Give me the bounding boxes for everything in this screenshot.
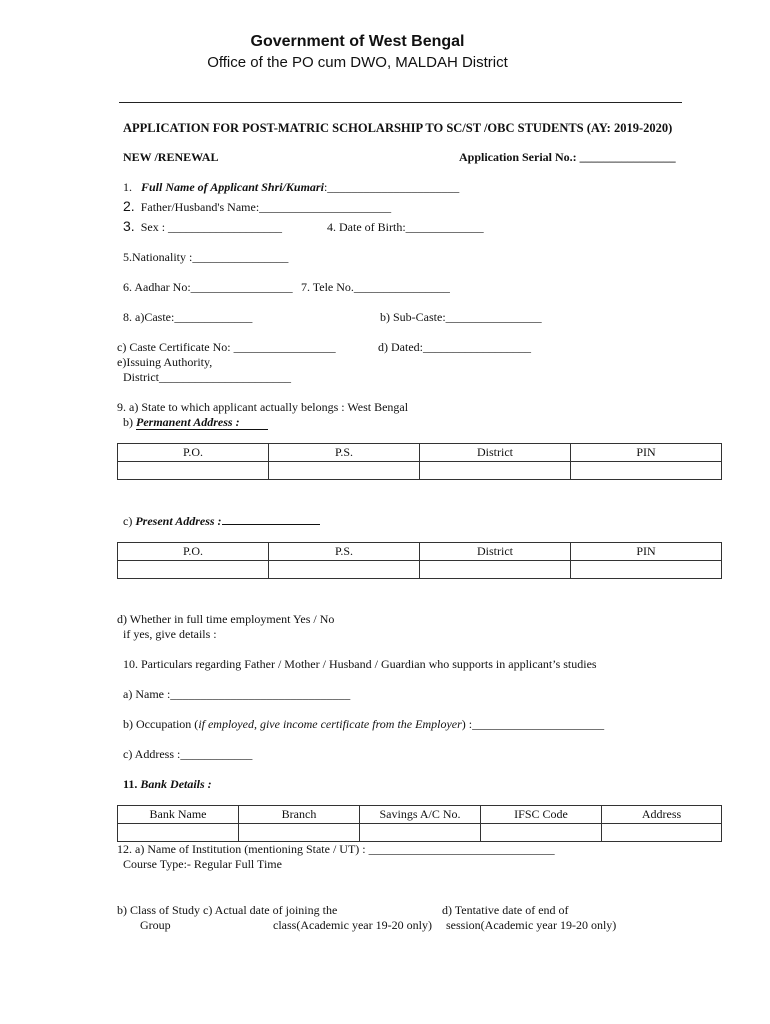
bank-details-heading: 11. Bank Details : bbox=[123, 777, 212, 791]
group-label: Group bbox=[140, 918, 171, 932]
applicant-name-field[interactable] bbox=[123, 180, 459, 195]
tele-label: 7. Tele No.________________ bbox=[301, 280, 450, 294]
table-header-row bbox=[118, 444, 722, 462]
bank-details-table bbox=[117, 805, 722, 842]
header-district: District bbox=[420, 543, 571, 561]
occupation-field[interactable]: b) Occupation (if employed, give income certificate from the Employer) :______________________ bbox=[123, 717, 605, 731]
state-label: 9. a) State to which applicant actually belongs : West Bengal bbox=[117, 400, 409, 414]
caste-cert-label: c) Caste Certificate No: _________________ bbox=[117, 340, 336, 354]
new-renewal-label: NEW /RENEWAL bbox=[123, 150, 219, 164]
issuing-authority-label: e)Issuing Authority, bbox=[117, 355, 213, 369]
header-bank-name: Bank Name bbox=[118, 806, 239, 824]
header-ifsc: IFSC Code bbox=[481, 806, 602, 824]
permanent-po-cell[interactable] bbox=[118, 462, 269, 480]
guardian-address-label: c) Address :____________ bbox=[123, 747, 253, 761]
institution-label: 12. a) Name of Institution (mentioning State / UT) : _______________________________ bbox=[117, 842, 555, 856]
header-account-no: Savings A/C No. bbox=[360, 806, 481, 824]
guardian-address-field[interactable] bbox=[123, 747, 252, 762]
present-district-cell[interactable] bbox=[420, 561, 571, 579]
class-of-study-label: b) Class of Study c) Actual date of joining the bbox=[117, 903, 338, 917]
sub-caste-field[interactable] bbox=[380, 310, 542, 325]
end-session-label: session(Academic year 19-20 only) bbox=[446, 918, 617, 932]
header-branch: Branch bbox=[239, 806, 360, 824]
nationality-field[interactable] bbox=[123, 250, 288, 265]
district-field[interactable] bbox=[123, 370, 291, 385]
permanent-pin-cell[interactable] bbox=[571, 462, 722, 480]
applicant-name-label: Full Name of Applicant Shri/Kumari bbox=[141, 180, 324, 194]
sub-caste-label: b) Sub-Caste:________________ bbox=[380, 310, 542, 324]
page-title: Government of West Bengal bbox=[250, 33, 465, 50]
caste-field[interactable] bbox=[123, 310, 252, 325]
table-header-row bbox=[118, 543, 722, 561]
permanent-district-cell[interactable] bbox=[420, 462, 571, 480]
header-pin: PIN bbox=[571, 543, 722, 561]
occupation-note: if employed, give income certificate from the Employer bbox=[198, 717, 462, 731]
present-po-cell[interactable] bbox=[118, 561, 269, 579]
branch-cell[interactable] bbox=[239, 824, 360, 842]
aadhar-label: 6. Aadhar No:_________________ bbox=[123, 280, 293, 294]
form-heading: APPLICATION FOR POST-MATRIC SCHOLARSHIP TO SC/ST /OBC STUDENTS (AY: 2019-2020) bbox=[123, 121, 673, 135]
header-divider bbox=[119, 102, 682, 103]
guardian-name-label: a) Name :______________________________ bbox=[123, 687, 351, 701]
end-date-label: d) Tentative date of end of bbox=[442, 903, 569, 917]
guardian-heading: 10. Particulars regarding Father / Mother / Husband / Guardian who supports in applicant’s studies bbox=[123, 657, 597, 671]
permanent-address-table bbox=[117, 443, 722, 480]
header-po: P.O. bbox=[118, 444, 269, 462]
tele-field[interactable] bbox=[301, 280, 450, 295]
table-header-row bbox=[118, 806, 722, 824]
employment-details-label: if yes, give details : bbox=[123, 627, 217, 641]
father-name-field[interactable] bbox=[123, 198, 391, 215]
present-pin-cell[interactable] bbox=[571, 561, 722, 579]
header-ps: P.S. bbox=[269, 543, 420, 561]
dob-field[interactable] bbox=[327, 220, 484, 235]
ifsc-cell[interactable] bbox=[481, 824, 602, 842]
header-bank-address: Address bbox=[602, 806, 722, 824]
header-pin: PIN bbox=[571, 444, 722, 462]
present-address-table bbox=[117, 542, 722, 579]
district-label: District______________________ bbox=[123, 370, 291, 384]
dob-label: 4. Date of Birth:_____________ bbox=[327, 220, 484, 234]
cert-date-field[interactable] bbox=[378, 340, 531, 355]
account-no-cell[interactable] bbox=[360, 824, 481, 842]
aadhar-field[interactable] bbox=[123, 280, 293, 295]
bank-name-cell[interactable] bbox=[118, 824, 239, 842]
present-address-heading: c) Present Address : bbox=[123, 514, 320, 529]
father-name-label: Father/Husband's Name:______________________ bbox=[140, 200, 392, 214]
course-type-label: Course Type:- Regular Full Time bbox=[123, 857, 282, 871]
header-ps: P.S. bbox=[269, 444, 420, 462]
nationality-label: 5.Nationality :________________ bbox=[123, 250, 289, 264]
bank-details-label: Bank Details : bbox=[140, 777, 212, 791]
present-ps-cell[interactable] bbox=[269, 561, 420, 579]
caste-cert-field[interactable] bbox=[117, 340, 336, 355]
present-address-label: Present Address : bbox=[135, 514, 222, 528]
q2-number: 2. bbox=[123, 198, 135, 214]
sex-label: Sex : ___________________ bbox=[140, 220, 283, 234]
applicant-name-blank: :______________________ bbox=[323, 180, 460, 194]
caste-label: 8. a)Caste:_____________ bbox=[123, 310, 253, 324]
employment-label: d) Whether in full time employment Yes / No bbox=[117, 612, 335, 626]
table-row bbox=[118, 561, 722, 579]
table-row bbox=[118, 824, 722, 842]
permanent-ps-cell[interactable] bbox=[269, 462, 420, 480]
header-po: P.O. bbox=[118, 543, 269, 561]
joining-class-label: class(Academic year 19-20 only) bbox=[273, 918, 432, 932]
cert-date-label: d) Dated:__________________ bbox=[378, 340, 531, 354]
permanent-address-heading: b) Permanent Address : bbox=[123, 415, 268, 430]
page-subtitle: Office of the PO cum DWO, MALDAH District bbox=[207, 54, 508, 71]
header-district: District bbox=[420, 444, 571, 462]
institution-field[interactable] bbox=[117, 842, 555, 857]
serial-no-label: Application Serial No.: ________________ bbox=[459, 150, 676, 164]
serial-no-field[interactable] bbox=[459, 150, 676, 165]
permanent-address-label: Permanent Address : bbox=[136, 415, 268, 430]
q1-number: 1. bbox=[123, 180, 132, 194]
guardian-name-field[interactable] bbox=[123, 687, 350, 702]
bank-address-cell[interactable] bbox=[602, 824, 722, 842]
q3-number: 3. bbox=[123, 218, 135, 234]
sex-field[interactable] bbox=[123, 218, 282, 235]
table-row bbox=[118, 462, 722, 480]
